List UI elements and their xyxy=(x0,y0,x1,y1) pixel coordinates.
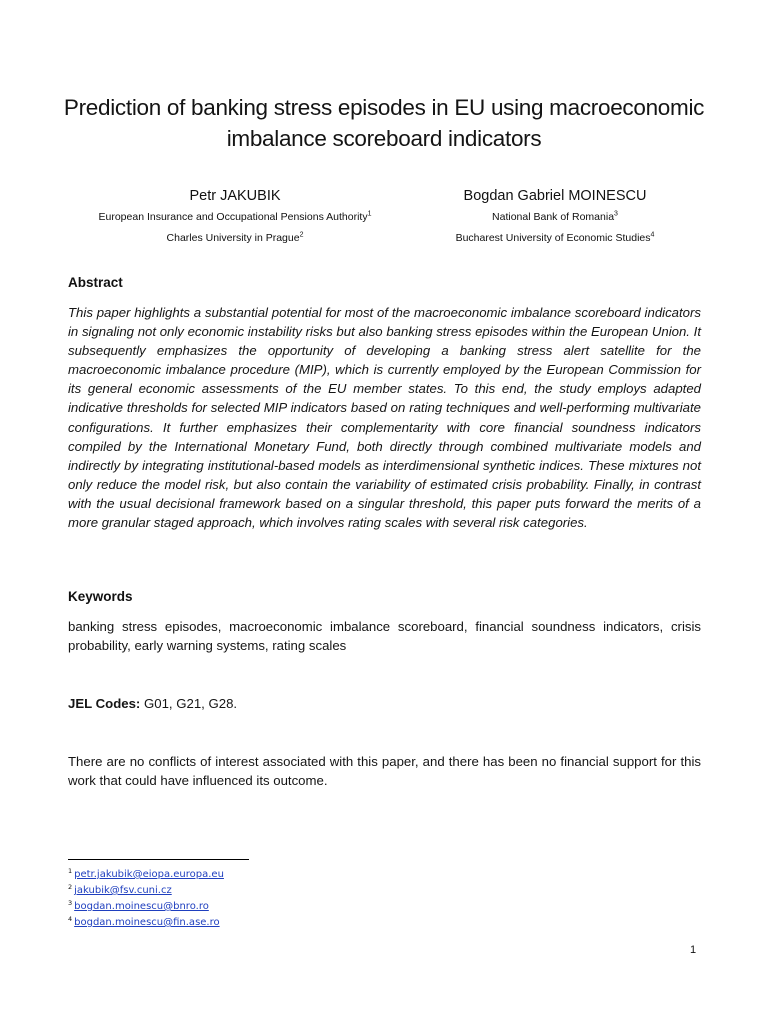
footnote-item xyxy=(68,915,224,931)
author-name: Bogdan Gabriel MOINESCU xyxy=(463,188,647,204)
paper-title xyxy=(40,92,728,154)
affiliation-mark: 2 xyxy=(299,231,304,239)
author-1 xyxy=(70,187,400,245)
author-affiliation xyxy=(410,231,700,245)
jel-value: G01, G21, G28. xyxy=(140,696,238,711)
footnote-number: 1 xyxy=(68,866,73,875)
footnotes xyxy=(68,867,224,931)
footnote-item xyxy=(68,899,224,915)
jel-codes xyxy=(68,694,701,713)
footnote-divider xyxy=(68,859,249,860)
abstract-body: This paper highlights a substantial potential for most of the macroeconomic imbalance scoreboard indicators in signaling not only economic instability risks but also banking stress episodes within the European Union. It subsequently emphasizes the opportunity of developing a banking stress alert satellite for the macroeconomic imbalance procedure (MIP), which is currently employed by the European Commission for its general economic assessments of the EU member states. To this end, the study employs adapted indicative thresholds for selected MIP indicators based on rating techniques and well-performing multivariate configurations. It further emphasizes their complementarity with core financial soundness indicators compiled by the International Monetary Fund, both directly through combined multivariate models and indirectly by integrating institutional-based models as interdimensional synthetic indices. These mixtures not only reduce the model risk, but also contain the variability of estimated crisis probability. Finally, in contrast with the usual decisional framework based on a singular threshold, this paper puts forward the merits of a more granular staged approach, which involves rating scales with several risk categories. xyxy=(68,305,701,531)
keywords-body: banking stress episodes, macroeconomic imbalance scoreboard, financial soundness indicators, crisis probability, early warning systems, rating scales xyxy=(68,619,701,654)
affiliation-text: Bucharest University of Economic Studies xyxy=(455,232,651,244)
author-affiliation xyxy=(70,231,400,245)
email-link[interactable]: bogdan.moinescu@fin.ase.ro xyxy=(74,917,220,928)
footnote-number: 3 xyxy=(68,898,73,907)
author-affiliation xyxy=(70,210,400,224)
conflict-statement: There are no conflicts of interest associated with this paper, and there has been no financial support for this work that could have influenced its outcome. xyxy=(68,754,701,789)
keywords-heading: Keywords xyxy=(68,589,133,604)
title-line-2: imbalance scoreboard indicators xyxy=(226,126,542,151)
affiliation-mark: 4 xyxy=(650,231,655,239)
abstract-heading: Abstract xyxy=(68,275,123,290)
affiliation-mark: 3 xyxy=(614,210,618,218)
email-link[interactable]: petr.jakubik@eiopa.europa.eu xyxy=(74,869,224,880)
affiliation-mark: 1 xyxy=(367,210,372,218)
email-link[interactable]: jakubik@fsv.cuni.cz xyxy=(74,885,172,896)
author-2 xyxy=(410,187,700,245)
affiliation-text: European Insurance and Occupational Pensions Authority xyxy=(98,211,368,223)
affiliation-text: Charles University in Prague xyxy=(166,232,300,244)
footnote-number: 2 xyxy=(68,882,73,891)
author-name: Petr JAKUBIK xyxy=(189,188,281,204)
affiliation-text: National Bank of Romania xyxy=(492,211,615,223)
jel-label: JEL Codes: xyxy=(68,696,141,711)
footnote-number: 4 xyxy=(68,914,73,923)
title-line-1: Prediction of banking stress episodes in EU using macroeconomic xyxy=(63,95,705,120)
page-number: 1 xyxy=(690,944,697,956)
email-link[interactable]: bogdan.moinescu@bnro.ro xyxy=(74,901,209,912)
footnote-item xyxy=(68,867,224,883)
author-affiliation xyxy=(410,210,700,224)
footnote-item xyxy=(68,883,224,899)
